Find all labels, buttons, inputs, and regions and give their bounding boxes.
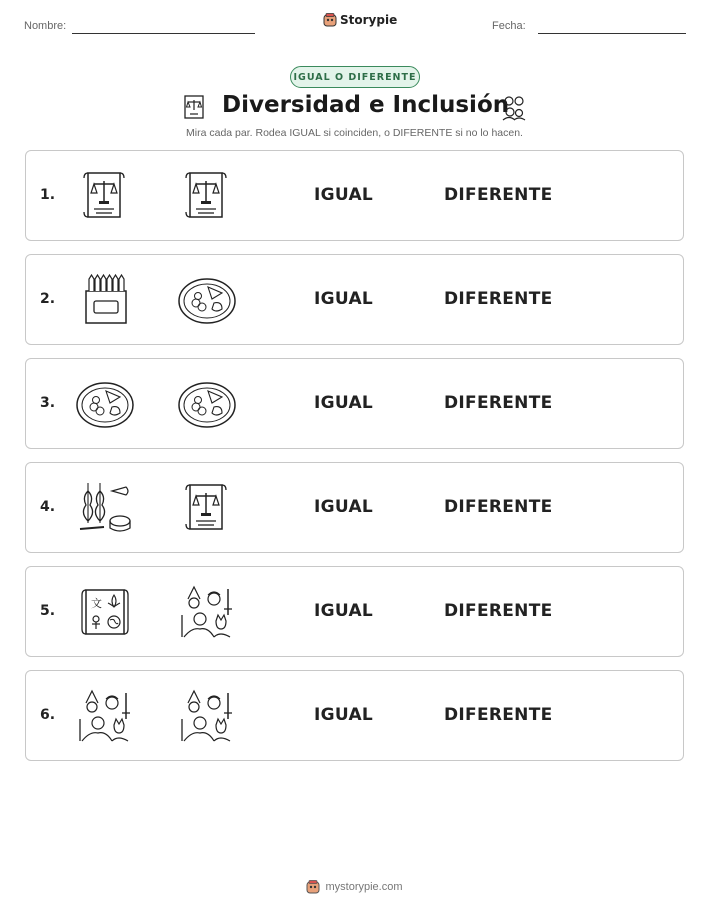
option-same[interactable]: IGUAL	[314, 185, 374, 205]
storypie-mascot-icon	[306, 880, 320, 894]
food-plate-icon	[74, 377, 136, 431]
option-different[interactable]: DIFERENTE	[444, 497, 553, 517]
instructions: Mira cada par. Rodea IGUAL si coinciden, o DIFERENTE si no lo hacen.	[186, 127, 523, 139]
row-number: 4.	[40, 499, 56, 515]
scroll-scales-icon	[176, 169, 238, 223]
diverse-group-icon	[74, 689, 136, 743]
pair-row-6	[25, 670, 684, 761]
option-same[interactable]: IGUAL	[314, 393, 374, 413]
diverse-group-icon	[176, 585, 238, 639]
storypie-mascot-icon	[323, 13, 337, 27]
brand-logo	[323, 13, 397, 27]
footer-url[interactable]: mystorypie.com	[325, 881, 403, 893]
date-label: Fecha:	[492, 20, 526, 32]
option-same[interactable]: IGUAL	[314, 601, 374, 621]
name-label: Nombre:	[24, 20, 67, 32]
option-different[interactable]: DIFERENTE	[444, 601, 553, 621]
pair-row-5	[25, 566, 684, 657]
worksheet-header	[0, 0, 709, 50]
option-different[interactable]: DIFERENTE	[444, 393, 553, 413]
option-different[interactable]: DIFERENTE	[444, 289, 553, 309]
option-same[interactable]: IGUAL	[314, 705, 374, 725]
row-number: 6.	[40, 707, 56, 723]
page-title: Diversidad e Inclusión	[222, 92, 510, 118]
pair-row-3	[25, 358, 684, 449]
diverse-group-icon	[500, 92, 528, 122]
row-number: 3.	[40, 395, 56, 411]
diverse-group-icon	[176, 689, 238, 743]
culture-scroll-icon	[74, 585, 136, 639]
food-plate-icon	[176, 377, 238, 431]
music-instruments-icon	[74, 481, 136, 535]
pair-row-4	[25, 462, 684, 553]
pair-row-2	[25, 254, 684, 345]
scroll-scales-icon	[176, 481, 238, 535]
row-number: 2.	[40, 291, 56, 307]
scroll-scales-icon	[74, 169, 136, 223]
row-number: 1.	[40, 187, 56, 203]
brand-name: Storypie	[340, 13, 398, 27]
scroll-scales-icon	[181, 92, 209, 122]
option-same[interactable]: IGUAL	[314, 497, 374, 517]
crayons-box-icon	[74, 273, 136, 327]
option-same[interactable]: IGUAL	[314, 289, 374, 309]
pair-row-1	[25, 150, 684, 241]
food-plate-icon	[176, 273, 238, 327]
svg-text:文: 文	[91, 597, 102, 610]
activity-badge: IGUAL O DIFERENTE	[290, 66, 420, 88]
row-number: 5.	[40, 603, 56, 619]
name-line[interactable]	[72, 33, 255, 34]
option-different[interactable]: DIFERENTE	[444, 185, 553, 205]
option-different[interactable]: DIFERENTE	[444, 705, 553, 725]
footer	[0, 880, 709, 894]
title-row	[0, 90, 709, 126]
date-line[interactable]	[538, 33, 686, 34]
